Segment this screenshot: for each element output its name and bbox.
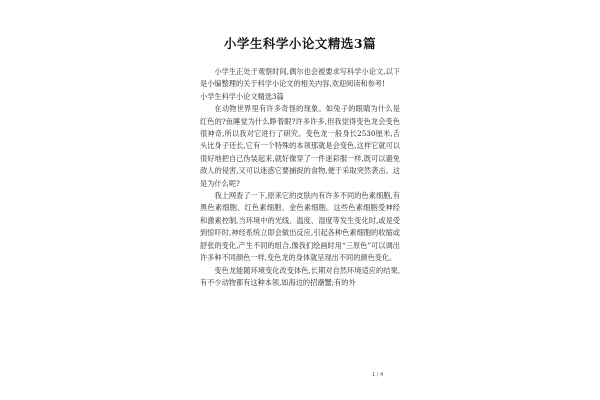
document-body bbox=[200, 66, 400, 289]
section-heading: 小学生科学小论文精选3篇 bbox=[200, 91, 284, 101]
page-number: 1 / 4 bbox=[372, 372, 384, 378]
document-title: 小学生科学小论文精选3篇 bbox=[223, 36, 377, 51]
body-paragraph: 变色龙能随环境变化改变体色,长期对自然环境适应的结果,有不少动物都有这种本领,如海边的招潮蟹;有的外 bbox=[200, 265, 400, 287]
body-paragraph: 我上网查了一下,原来它的皮肤内有许多不同的色素细胞,有黑色素细胞、红色素细胞、金色素细胞。这些色素细胞受神经和激素控制,当环境中的光线、温度、湿度等发生变化时,或是受到惊吓时,神经系统立即会做出反应,引起各种色素细胞的收缩或舒张的变化,产生不同的组合,像我们绘画时用“三原色”可以调出许多种不同颜色一样,变色龙的身体就呈现出不同的颜色变化。 bbox=[200, 191, 400, 263]
body-paragraph: 在动物世界里有许多奇怪的现象。如兔子的眼睛为什么是红色的?鱼睡觉为什么睁着眼?许多许多,但我觉得变色龙会变色很神奇,所以我对它进行了研究。变色龙一般身长2530厘米,舌头比身子还长,它有一个特殊的本领那就是会变色,这样它就可以很好地把自己伪装起来,就好像穿了一件迷彩服一样,既可以避免敌人的侵害,又可以迷惑它要捕捉的食物,便于采取突然袭击。这是为什么呢? bbox=[200, 104, 400, 188]
intro-paragraph: 小学生正处于观察时间,偶尔也会被要求写科学小论文,以下是小编整理的关于科学小论文的相关内容,欢迎阅读和参考! bbox=[200, 67, 400, 89]
